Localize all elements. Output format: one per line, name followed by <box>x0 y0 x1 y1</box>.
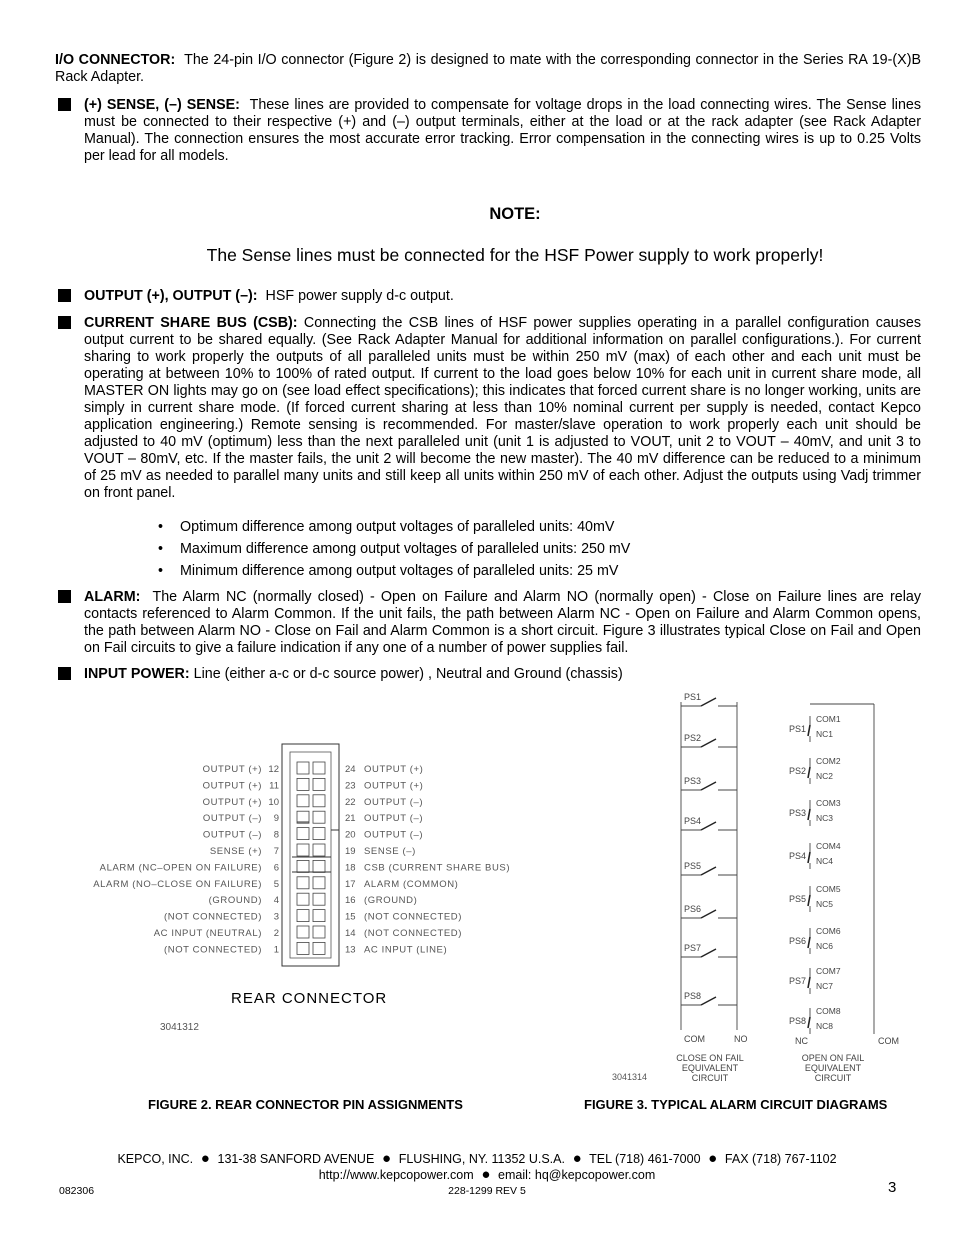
pin-label: SENSE (–) <box>364 846 416 857</box>
output-lead: OUTPUT (+), OUTPUT (–): <box>84 288 258 304</box>
contact-blade <box>808 937 810 948</box>
pin-number: 7 <box>273 846 279 857</box>
sense-text: These lines are provided to compensate for voltage drops in the load connecting wires. The Sense lines must be connected to their respective (+) and (–) output terminals, either at the load or at the rack adapter (see Rack Adapter Manual). The connection ensures the most accurate error tracking. Error compensation in the connecting wires is up to 0.25 Volts per lead for all models. <box>84 97 921 164</box>
open-caption-line: OPEN ON FAIL <box>801 1053 865 1063</box>
pin-label: ALARM (NC–OPEN ON FAILURE) <box>99 862 262 874</box>
dot-icon: ● <box>377 1150 396 1167</box>
switch-label: PS4 <box>684 816 702 826</box>
output-text: HSF power supply d-c output. <box>265 288 454 304</box>
io-connector-text: The 24-pin I/O connector (Figure 2) is designed to mate with the corresponding connector in the Series RA 19-(X)B Rack Adapter. <box>55 52 921 85</box>
close-no-label: NO <box>734 1034 748 1044</box>
nc-label: NC2 <box>816 771 834 781</box>
com-label: COM4 <box>816 841 841 851</box>
footer-address: 131-38 SANFORD AVENUE <box>217 1152 375 1166</box>
pin-label: OUTPUT (–) <box>202 813 262 825</box>
switch-blade <box>701 698 716 706</box>
pin-number: 4 <box>273 895 279 907</box>
list-item: • Minimum difference among output voltages of paralleled units: 25 mV <box>158 563 630 585</box>
pin-number: 10 <box>268 796 279 808</box>
switch-label: PS8 <box>684 991 702 1001</box>
pin-label: OUTPUT (–) <box>364 796 424 808</box>
nc-label: NC1 <box>816 729 834 739</box>
contact-label: PS5 <box>788 894 806 904</box>
pin-number: 24 <box>345 764 356 775</box>
close-caption-line: CLOSE ON FAIL <box>676 1053 744 1063</box>
pin-label: (GROUND) <box>208 895 262 907</box>
pin-label: ALARM (NO–CLOSE ON FAILURE) <box>93 878 262 890</box>
pin-number: 13 <box>345 944 356 956</box>
list-item: • Optimum difference among output voltages of paralleled units: 40mV <box>158 519 630 541</box>
pin-label: SENSE (+) <box>209 846 262 857</box>
pin-number: 19 <box>345 846 356 857</box>
open-com-label: COM <box>878 1036 899 1046</box>
dot-icon: ● <box>568 1150 586 1167</box>
io-connector-lead: I/O CONNECTOR: <box>55 52 176 68</box>
contact-blade <box>808 977 810 988</box>
close-caption-line: EQUIVALENT <box>681 1063 739 1073</box>
pin-label: OUTPUT (–) <box>364 829 424 841</box>
pin-label: OUTPUT (–) <box>364 813 424 825</box>
pin-label: OUTPUT (+) <box>202 796 262 808</box>
pin-number: 8 <box>273 829 279 841</box>
pin-number: 11 <box>269 780 279 792</box>
switch-label: PS6 <box>684 904 702 914</box>
footer-tel: TEL (718) 461-7000 <box>589 1152 701 1166</box>
com-label: COM8 <box>816 1006 841 1016</box>
footer-web-line <box>0 1166 954 1184</box>
pin-number: 15 <box>345 911 356 923</box>
pin-number: 20 <box>345 829 356 841</box>
switch-label: PS2 <box>684 733 702 743</box>
contact-blade <box>808 809 810 820</box>
pin-number: 17 <box>345 878 356 890</box>
footer-date-code: 082306 <box>59 1185 95 1197</box>
footer-doc-number: 228-1299 REV 5 <box>448 1185 526 1197</box>
open-caption-line: EQUIVALENT <box>804 1063 862 1073</box>
pin-label: OUTPUT (+) <box>202 780 262 792</box>
contact-blade <box>808 725 810 736</box>
page-number: 3 <box>888 1179 897 1196</box>
pin-label: OUTPUT (+) <box>364 780 424 792</box>
contact-label: PS1 <box>788 724 806 734</box>
open-nc-label: NC <box>795 1036 808 1046</box>
com-label: COM1 <box>816 714 841 724</box>
sense-lead: (+) SENSE, (–) SENSE: <box>84 97 240 113</box>
pin-number: 2 <box>273 928 279 939</box>
pin-label: CSB (CURRENT SHARE BUS) <box>364 862 511 874</box>
switch-blade <box>701 949 716 957</box>
input-text: Line (either a-c or d-c source power) , Neutral and Ground (chassis) <box>193 666 623 682</box>
pin-number: 5 <box>273 878 279 890</box>
pin-number: 12 <box>268 764 279 775</box>
contact-label: PS2 <box>788 766 806 776</box>
dot-icon: ● <box>704 1150 722 1167</box>
pin-number: 21 <box>345 813 356 825</box>
contact-label: PS8 <box>788 1016 806 1026</box>
pin-label: (NOT CONNECTED) <box>364 911 463 923</box>
contact-blade <box>808 895 810 906</box>
note-text: The Sense lines must be connected for the HSF Power supply to work properly! <box>206 245 824 265</box>
switch-label: PS5 <box>684 861 702 871</box>
pin-number: 9 <box>273 813 279 825</box>
pin-label: (NOT CONNECTED) <box>163 911 262 923</box>
footer-web-link[interactable]: http://www.kepcopower.com <box>318 1168 474 1182</box>
contact-blade <box>808 852 810 863</box>
switch-label: PS3 <box>684 776 702 786</box>
contact-label: PS4 <box>788 851 806 861</box>
com-label: COM3 <box>816 798 841 808</box>
pin-number: 22 <box>345 796 356 808</box>
switch-label: PS1 <box>684 692 702 702</box>
contact-blade <box>808 767 810 778</box>
pin-number: 23 <box>345 780 356 792</box>
csb-text: Connecting the CSB lines of HSF power supplies operating in a parallel configuration causes output current to be shared equally. (See Rack Adapter Manual for additional information on parallel configurations.). For current sharing to work properly the outputs of all paralleled units must be within 250 mV (max) of each other and each unit must be operating at between 10% to 100% of rated output. If current to the load goes below 10% for each unit in current share mode, all MASTER ON lights may go on (see load effect specifications); this indicates that forced current share is no longer working, units are simply in current share mode. (If forced current sharing at less than 10% nominal current per supply is needed, contact Kepco application engineering.) Remote sensing is recommended. For master/slave operation to work properly each unit should be adjusted to 40 mV (optimum) less than the next paralleled unit (unit 1 is adjusted to VOUT, unit 2 to VOUT – 40mV, and unit 3 to VOUT – 80mV, etc. If the master fails, the unit 2 will become the new master). The 40 mV difference can be reduced to a minimum of 25 mV as needed to parallel many units and still keep all units within 250 mV of each other. Adjust the outputs using Vadj trimmer on front panel. <box>84 315 921 501</box>
pin-label: ALARM (COMMON) <box>364 878 459 890</box>
pin-label: (GROUND) <box>364 895 418 907</box>
nc-label: NC6 <box>816 941 834 951</box>
nc-label: NC3 <box>816 813 834 823</box>
footer-email-link[interactable]: email: hq@kepcopower.com <box>498 1168 656 1182</box>
nc-label: NC8 <box>816 1021 834 1031</box>
switch-blade <box>701 910 716 918</box>
dot-icon: ● <box>196 1150 215 1167</box>
alarm-body <box>681 692 874 1034</box>
dot-icon: ● <box>477 1166 495 1183</box>
switch-blade <box>701 739 716 747</box>
pin-number: 3 <box>273 911 279 923</box>
alarm-fig-code: 3041314 <box>612 1072 648 1082</box>
switch-blade <box>701 822 716 830</box>
csb-lead: CURRENT SHARE BUS (CSB): <box>84 315 298 331</box>
footer-city: FLUSHING, NY. 11352 U.S.A. <box>398 1152 565 1166</box>
figure-3-caption: FIGURE 3. TYPICAL ALARM CIRCUIT DIAGRAMS <box>584 1097 888 1112</box>
switch-blade <box>701 782 716 790</box>
close-com-label: COM <box>684 1034 705 1044</box>
pin-number: 1 <box>273 944 279 956</box>
alarm-lead: ALARM: <box>84 589 141 605</box>
nc-label: NC4 <box>816 856 834 866</box>
pin-label: AC INPUT (NEUTRAL) <box>153 928 262 939</box>
pin-number: 16 <box>345 895 356 907</box>
com-label: COM5 <box>816 884 841 894</box>
note-title: NOTE: <box>489 205 541 223</box>
nc-label: NC5 <box>816 899 834 909</box>
alarm-text: The Alarm NC (normally closed) - Open on Failure and Alarm NO (normally open) - Close on Failure lines are relay contacts referenced to Alarm Common. If the unit fails, the path between Alarm NC - Open on Failure and Alarm Common opens, the path between Alarm NO - Close on Fail and Alarm Common is a short circuit. Figure 3 illustrates typical Close on Fail and Open on Fail circuits to give a failure indication if any one of a number of power supplies fail. <box>84 589 921 656</box>
connector-code: 3041312 <box>160 1022 199 1033</box>
footer-fax: FAX (718) 767-1102 <box>724 1152 837 1166</box>
footer-company: KEPCO, INC. <box>117 1152 194 1166</box>
pin-label: OUTPUT (–) <box>202 829 262 841</box>
nc-label: NC7 <box>816 981 834 991</box>
close-caption-line: CIRCUIT <box>691 1073 729 1083</box>
pin-number: 14 <box>345 928 356 939</box>
pin-label: (NOT CONNECTED) <box>163 944 262 956</box>
open-caption-line: CIRCUIT <box>814 1073 852 1083</box>
switch-blade <box>701 997 716 1005</box>
switch-label: PS7 <box>684 943 702 953</box>
input-lead: INPUT POWER: <box>84 666 190 682</box>
contact-label: PS7 <box>788 976 806 986</box>
com-label: COM2 <box>816 756 841 766</box>
pin-number: 18 <box>345 862 356 874</box>
pin-number: 6 <box>273 862 279 874</box>
contact-label: PS3 <box>788 808 806 818</box>
contact-blade <box>808 1017 810 1028</box>
com-label: COM6 <box>816 926 841 936</box>
pin-label: (NOT CONNECTED) <box>364 928 463 939</box>
list-item: • Maximum difference among output voltages of paralleled units: 250 mV <box>158 541 630 563</box>
figure-2-caption: FIGURE 2. REAR CONNECTOR PIN ASSIGNMENTS <box>148 1097 463 1112</box>
pin-label: OUTPUT (+) <box>364 764 424 775</box>
switch-blade <box>701 867 716 875</box>
pin-label: OUTPUT (+) <box>202 764 262 775</box>
pin-label: AC INPUT (LINE) <box>364 944 448 956</box>
com-label: COM7 <box>816 966 841 976</box>
contact-label: PS6 <box>788 936 806 946</box>
connector-title: REAR CONNECTOR <box>231 990 388 1007</box>
